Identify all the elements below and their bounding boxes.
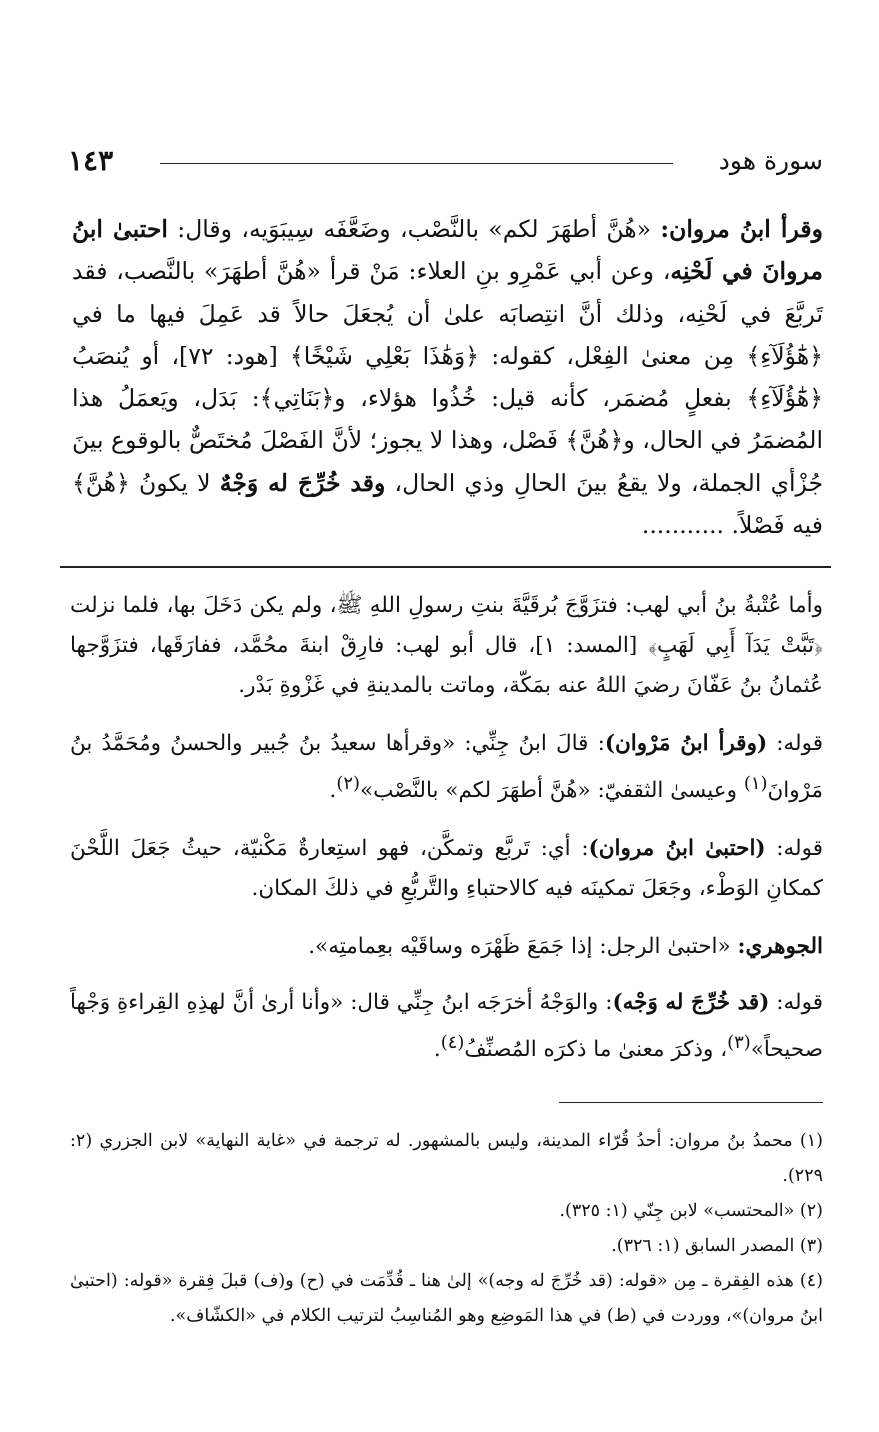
commentary-text: : أي: تَربَّع وتمكَّن، فهو استِعارةٌ مَكْنيّة، حيثُ جَعَلَ اللَّحْنَ كمكانِ الوَطْء، وجَعَلَ تمكينَه فيه كالاحتباءِ والتَّربُّعِ في ذلكَ المكان. xyxy=(70,836,823,902)
commentary-paragraph-1 xyxy=(70,586,823,706)
main-paragraph xyxy=(72,208,823,546)
footnote-ref-2[interactable]: (٢) xyxy=(336,773,361,794)
main-text-block xyxy=(72,208,823,546)
commentary-bold: (قد خُرِّجَ له وَجْه) xyxy=(612,990,770,1016)
commentary-text: وعيسىٰ الثقفيّ: «هُنَّ أطهَرَ لكم» بالنَّصْب» xyxy=(360,778,744,804)
running-header xyxy=(68,145,823,181)
header-rule xyxy=(160,163,673,164)
footnote-ref-4[interactable]: (٤) xyxy=(440,1032,465,1054)
footnote-ref-3[interactable]: (٣) xyxy=(727,1032,751,1054)
commentary-lead: قوله: xyxy=(765,836,823,862)
section-divider xyxy=(60,566,831,568)
footnote-4: (٤) هذه الفِقرة ـ مِن «قوله: (قد خُرِّجَ له وجه)» إلىٰ هنا ـ قُدِّمَت في (ح) و(ف) قبلَ فِقرة «قوله: (احتبىٰ ابنُ مروان)»، ووردت في (ط) في هذا المَوضِع وهو المُناسِبُ لترتيب الكلام في «الكشّاف». xyxy=(70,1271,823,1326)
main-text-2: ، وعن أبي عَمْرِو بنِ العلاء: مَنْ قرأ «هُنَّ أطهَرَ» بالنَّصب، فقد تَربَّعَ في لَحْنِه، وذلك أنَّ انتِصابَه علىٰ أن يُجعَلَ حالاً قد عَمِلَ فيها ما في ﴿هَٰٓؤُلَآءِ﴾ مِن معنىٰ الفِعْل، كقوله: ﴿وَهَٰذَا بَعْلِي شَيْخًا﴾ [هود: ٧٢]، أو يُنصَبُ ﴿هَٰٓؤُلَآءِ﴾ بفعلٍ مُضمَر، كأنه قيل: خُذُوا هؤلاء، و﴿بَنَاتِي﴾: بَدَل، ويَعمَلُ هذا المُضمَرُ في الحال، و﴿هُنَّ﴾ فَصْل، وهذا لا يجوز؛ لأنَّ الفَصْلَ مُختَصٌّ بالوقوع بينَ جُزْأي الجملة، ولا يقعُ بينَ الحالِ وذي الحال، xyxy=(72,257,823,497)
commentary-lead: قوله: xyxy=(769,990,823,1016)
commentary-bold: الجوهري: xyxy=(737,934,823,960)
commentary-paragraph-3 xyxy=(70,829,823,909)
commentary-text: وأما عُتْبةُ بنُ أبي لهب: فتزَوَّجَ بُرقَيَّةَ بنتِ رسولِ اللهِ ﷺ، ولم يكن دَخَلَ بها، فلما نزلت ﴿تَبَّتْ يَدَآ أَبِي لَهَبٍ﴾ [المسد: ١]، قال أبو لهب: فارِقْ ابنةَ محُمَّد، ففارَقَها، فتزَوَّجها عُثمانُ بنُ عَفّانَ رضيَ اللهُ عنه بمَكّة، وماتت بالمدينةِ في غَزْوةِ بَدْر. xyxy=(70,593,823,698)
page-number: ١٤٣ xyxy=(68,144,114,177)
main-bold-phrase: وقد خُرِّجَ له وَجْهٌ xyxy=(219,468,386,497)
commentary-text: «احتبىٰ الرجل: إذا جَمَعَ ظَهْرَه وساقَيْه بعِمامتِه». xyxy=(308,934,738,960)
commentary-paragraph-4 xyxy=(70,927,823,967)
commentary-lead: قوله: xyxy=(767,731,823,756)
commentary-text: : والوَجْهُ أخرَجَه ابنُ جِنِّي قال: «وأنا أرىٰ أنَّ لهذِهِ القِراءةِ وَجْهاً صحيحاً» xyxy=(70,990,823,1063)
footnote-ref-1[interactable]: (١) xyxy=(743,773,768,794)
commentary-bold: (احتبىٰ ابنُ مروان) xyxy=(588,836,766,862)
footnotes-block xyxy=(70,1124,823,1334)
commentary-text: : قالَ ابنُ جِنِّي: «وقرأها سعيدُ بنُ جُبير والحسنُ ومُحَمَّدُ بنُ مَرْوانَ xyxy=(70,731,823,804)
commentary-text: . xyxy=(433,1037,441,1063)
footnote-rule xyxy=(559,1102,823,1103)
commentary-block xyxy=(70,586,823,1088)
surah-title: سورة هود xyxy=(718,146,823,175)
commentary-paragraph-2 xyxy=(70,724,823,811)
main-bold-lead: وقرأ ابنُ مروان: xyxy=(660,215,823,243)
footnote-3: (٣) المصدر السابق (١: ٣٢٦). xyxy=(611,1236,823,1256)
main-text-3: لا يكونُ ﴿هُنَّ﴾ فيه فَصْلاً. ........... xyxy=(72,468,823,540)
commentary-text: ، وذكرَ معنىٰ ما ذكرَه المُصنِّفُ xyxy=(464,1037,728,1063)
main-text-1: «هُنَّ أطهَرَ لكم» بالنَّصْب، وضَعَّفَه سِيبَوَيه، وقال: xyxy=(167,215,661,243)
footnote-2: (٢) «المحتسب» لابن جِنّي (١: ٣٢٥). xyxy=(559,1201,823,1221)
commentary-paragraph-5 xyxy=(70,983,823,1070)
commentary-text: . xyxy=(329,778,337,804)
main-bold-quote: احتبىٰ ابنُ مروانَ في لَحْنِه xyxy=(72,215,823,286)
commentary-bold: (وقرأ ابنُ مَرْوان) xyxy=(604,731,768,756)
footnote-1: (١) محمدُ بنُ مروان: أحدُ قُرّاء المدينة، وليس بالمشهور. له ترجمة في «غاية النهاية» لابن الجزري (٢: ٢٢٩). xyxy=(70,1131,823,1186)
